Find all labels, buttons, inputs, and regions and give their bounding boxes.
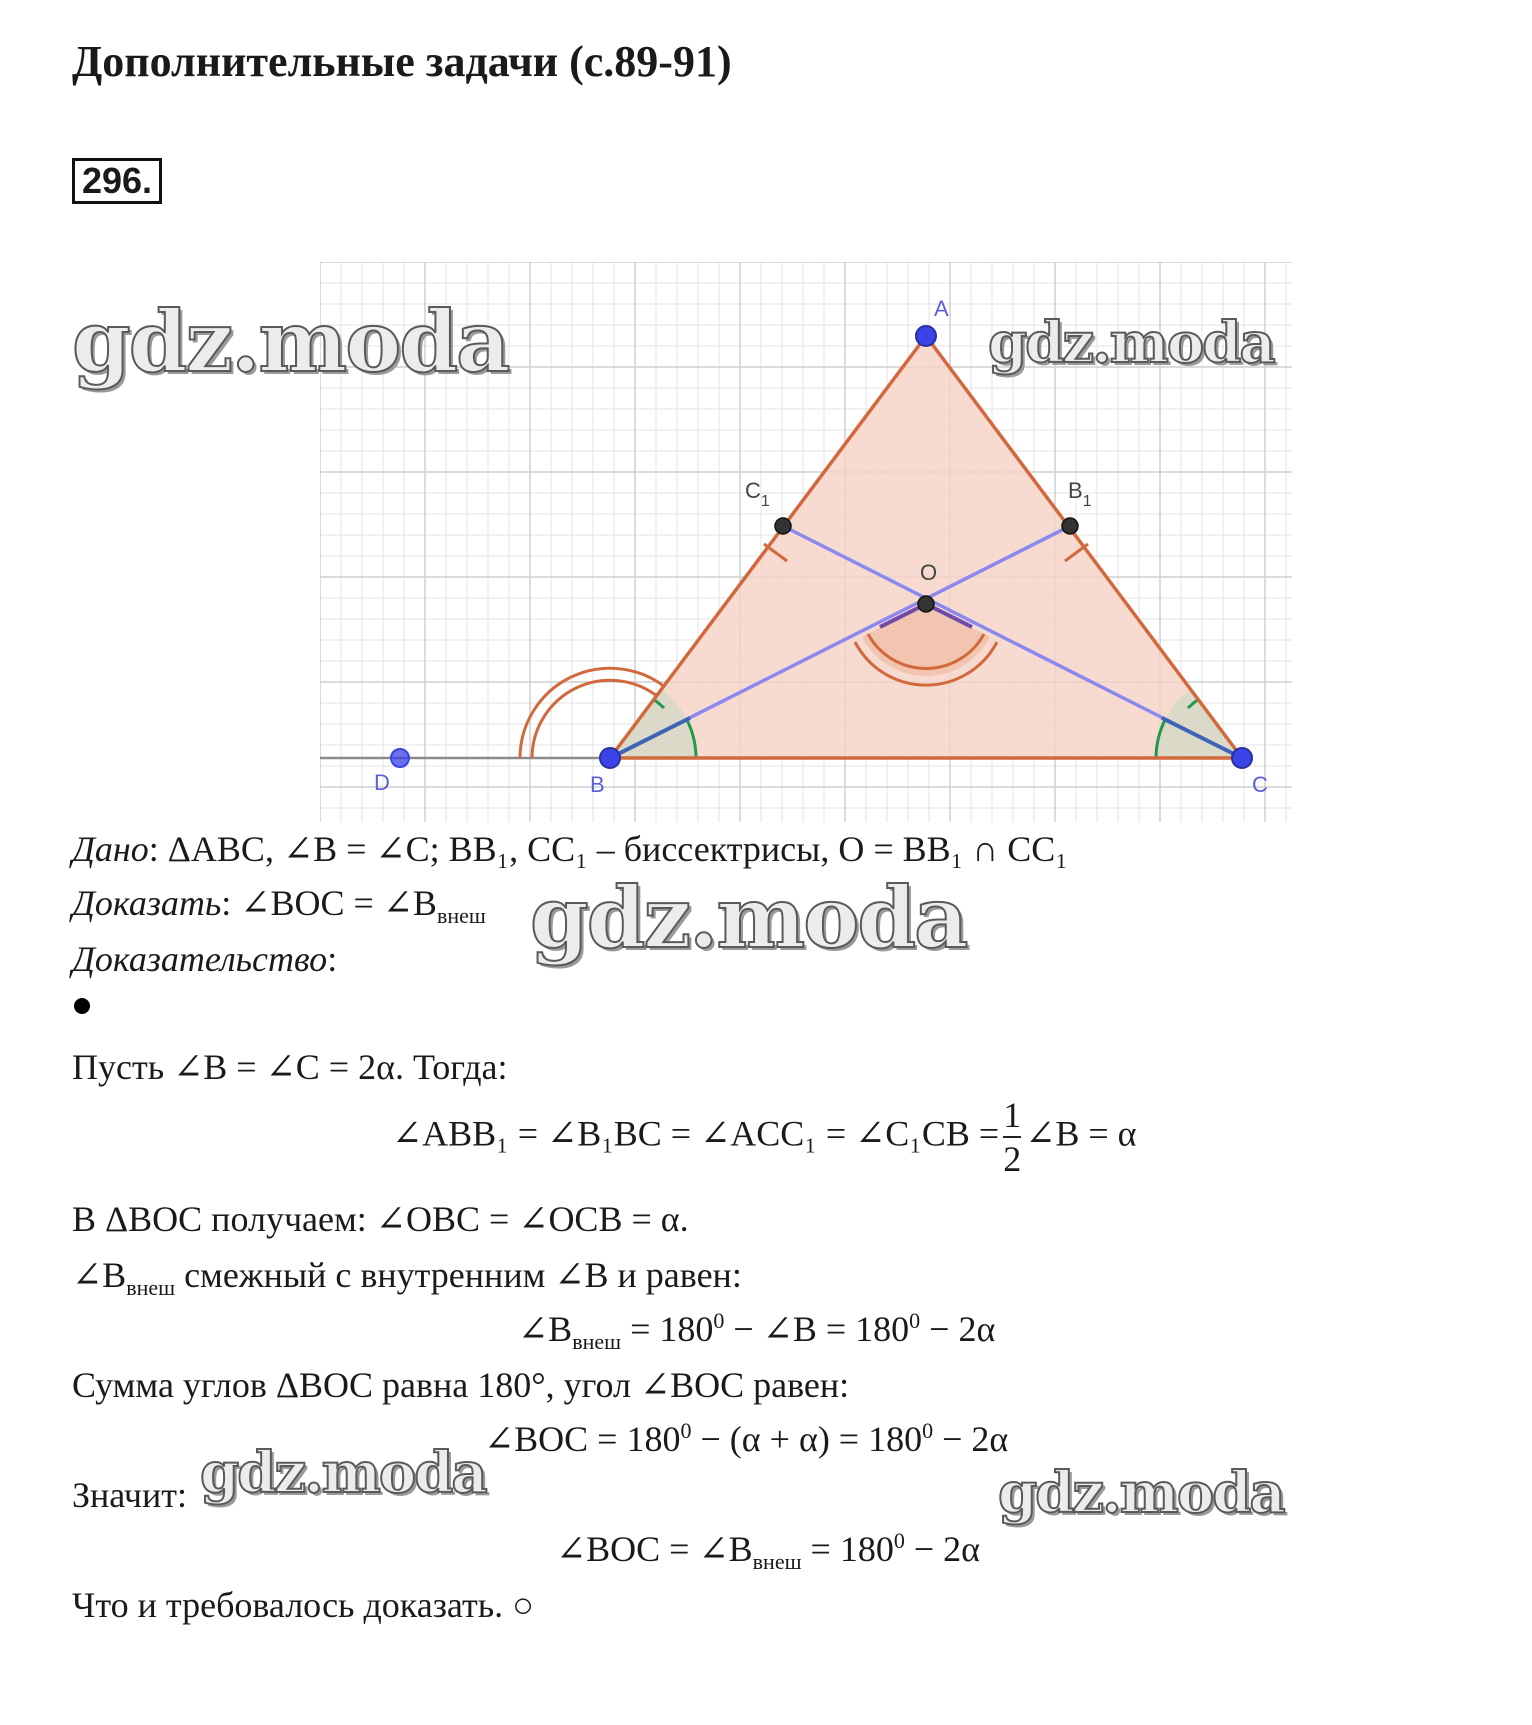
watermark: gdz.moda [72, 292, 509, 391]
equation-2: $\angle B_{внеш} = 180^0$ − ∠B = $180^0 - 2\alpha$ [518, 1308, 996, 1355]
equation-3: ∠BOC = $180^0 - (\alpha + \alpha) = 180^0 - 2\alpha$ [484, 1418, 1009, 1459]
label-o: O [920, 560, 938, 585]
proof-colon: : [327, 939, 338, 979]
watermark: gdz.moda [200, 1440, 486, 1506]
watermark: gdz.moda [998, 1460, 1284, 1526]
triangle-abc-fill [610, 336, 1242, 758]
watermark: gdz.moda [530, 868, 967, 967]
prove-line [72, 882, 486, 929]
prove-label: Доказать [72, 883, 222, 923]
qed-line: Что и требовалось доказать. ○ [72, 1585, 534, 1625]
label-d: D [374, 770, 390, 795]
point-o [918, 596, 934, 612]
page-title: Дополнительные задачи (с.89-91) [72, 37, 732, 86]
given-line [72, 828, 1068, 870]
problem-number: 296. [72, 158, 162, 204]
prove-text: : ∠BOC = ∠B [221, 883, 437, 923]
label-a: A [934, 296, 949, 321]
label-c1: $C_1$ [745, 478, 770, 510]
equation-1 [392, 1094, 1137, 1180]
frac-num: 1 [1003, 1094, 1021, 1138]
eq1-left: ∠ABB₁ = ∠B₁BC = ∠ACC₁ = ∠C₁CB = [392, 1113, 1000, 1154]
bullet [74, 998, 90, 1014]
let-line: Пусть ∠B = ∠C = 2α. Тогда: [72, 1047, 508, 1087]
point-c1 [775, 518, 791, 534]
label-c: C [1252, 772, 1268, 797]
given-label: Дано [72, 829, 149, 869]
ext-line: $\angle B_{внеш}$ смежный с внутренним ∠B и равен: [72, 1255, 742, 1301]
proof-label-line [72, 938, 337, 980]
eq1-right: ∠B = α [1025, 1113, 1137, 1154]
hence-line: Значит: [72, 1475, 187, 1515]
sum-line: Сумма углов ΔBOC равна 180°, угол ∠BOC равен: [72, 1365, 850, 1405]
frac-den: 2 [1003, 1139, 1022, 1179]
boc-line: В ΔBOC получаем: ∠OBC = ∠OCB = α. [72, 1199, 689, 1239]
point-b1 [1062, 518, 1078, 534]
prove-sub: внеш [436, 903, 486, 929]
label-b: B [590, 772, 605, 797]
point-c [1232, 748, 1252, 768]
point-b [600, 748, 620, 768]
equation-4: ∠BOC = $\angle B_{внеш} = 180^0 - 2\alpha$ [556, 1528, 981, 1575]
point-a [916, 326, 936, 346]
given-text: : ΔABC, ∠B = ∠C; BB₁, CC₁ – биссектрисы, O = BB₁ ∩ CC₁ [148, 829, 1068, 869]
label-b1: $B_1$ [1068, 478, 1092, 510]
watermark: gdz.moda [988, 310, 1274, 376]
fraction-half [1003, 1094, 1021, 1180]
proof-label: Доказательство [72, 939, 328, 979]
point-d [391, 749, 409, 767]
